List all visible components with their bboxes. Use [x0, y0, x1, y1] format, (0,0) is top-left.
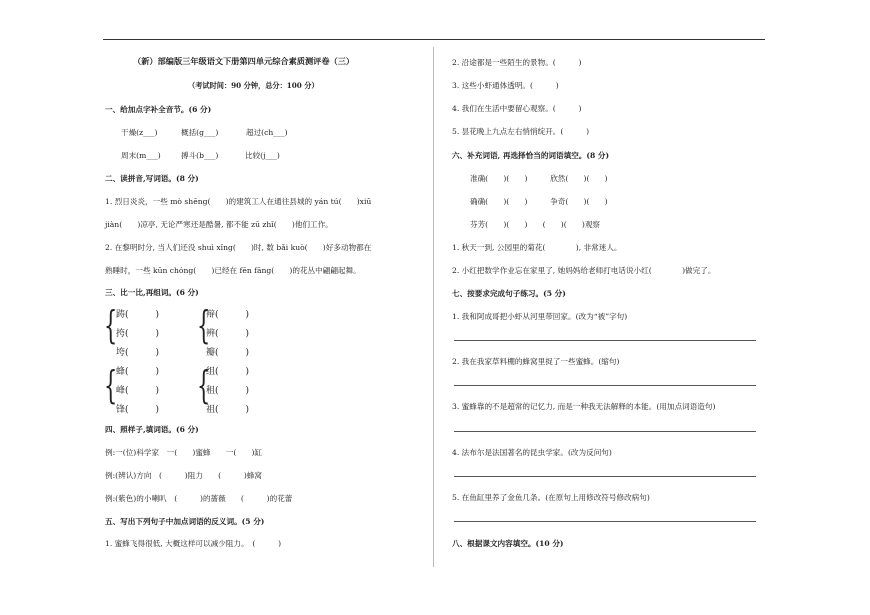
example-line: 例:一(位)科学家 一( )蜜蜂 一( )缸: [105, 448, 263, 457]
brace: {: [197, 363, 211, 407]
pinyin-item: 概括(g___): [181, 128, 219, 137]
compare-char: 挎( ): [116, 329, 160, 339]
exam-info: （考试时间：90 分钟，总分：100 分）: [188, 81, 319, 90]
word-row: 芬芳( )( ) ( )( )观察: [470, 220, 601, 229]
question-line: 1. 烈日炎炎，一些 mò shēng( )的建筑工人在通往县城的 yán tú( )xiū: [105, 197, 372, 206]
compare-char: 租( ): [206, 386, 250, 396]
brace: {: [104, 303, 118, 347]
question-line: 2. 小红把数学作业忘在家里了, 她妈妈给老师打电话说小红( )做完了。: [452, 266, 716, 275]
section-6-title: 六、补充词语, 再选择恰当的词语填空。(8 分): [452, 151, 610, 160]
section-1-title: 一、给加点字补全音节。(6 分): [105, 105, 212, 114]
section-5-title: 五、写出下列句子中加点词语的反义词。(5 分): [105, 517, 265, 526]
pinyin-item: 比较(j___): [245, 151, 280, 160]
section-8-title: 八、根据课文内容填空。(10 分): [452, 539, 564, 548]
question-line: 2. 在黎明时分, 当人们还没 shuì xǐng( )时, 数 bǎi kuò( )好多动物都在: [105, 243, 372, 252]
question-line: 2. 我在我家草料棚的蜂窝里捉了一些蜜蜂。(缩句): [452, 357, 620, 366]
answer-line[interactable]: [454, 431, 756, 432]
page-title: （新）部编版三年级语文下册第四单元综合素质测评卷（三）: [133, 56, 355, 66]
question-line: 5. 昙花晚上九点左右悄悄绽开。( ): [452, 127, 590, 136]
section-4-title: 四、照样子,填词语。(6 分): [105, 425, 199, 434]
brace: {: [104, 363, 118, 407]
compare-char: 组( ): [206, 367, 250, 377]
question-line: 1. 我和阿成哥把小虾从河里带回家。(改为“被”字句): [452, 312, 628, 321]
section-7-title: 七、按要求完成句子练习。(5 分): [452, 289, 566, 298]
question-line: 2. 沿途都是一些陌生的景物。( ): [452, 58, 582, 67]
pinyin-item: 搏斗(b___): [181, 151, 219, 160]
question-line: 4. 法布尔是法国著名的昆虫学家。(改为反问句): [452, 448, 612, 457]
section-3-title: 三、比一比,再组词。(6 分): [105, 288, 199, 297]
section-2-title: 二、读拼音,写词语。(8 分): [105, 174, 199, 183]
question-line: 3. 这些小虾通体透明。( ): [452, 81, 559, 90]
pinyin-item: 干燥(z___): [121, 128, 158, 137]
question-line: 1. 秋天一到, 公园里的菊花( ), 非常迷人。: [452, 243, 622, 252]
word-row: 确确( )( ) 争奇( )( ): [470, 197, 608, 206]
pinyin-item: 周末(m___): [121, 151, 161, 160]
example-line: 例:(紫色)的小喇叭 ( )的蔷薇 ( )的花蕾: [105, 494, 293, 503]
compare-char: 蜂( ): [116, 367, 160, 377]
compare-char: 峰( ): [116, 386, 160, 396]
compare-char: 辨( ): [206, 329, 250, 339]
word-row: 准确( )( ) 欣然( )( ): [470, 174, 608, 183]
answer-line[interactable]: [454, 476, 756, 477]
question-line: 5. 在鱼缸里养了金鱼几条。(在原句上用修改符号修改病句): [452, 493, 650, 502]
question-line: 熟睡时，一些 kūn chóng( )已经在 fēn fāng( )的花丛中翩翩起舞。: [105, 266, 361, 275]
answer-line[interactable]: [454, 385, 756, 386]
compare-char: 辩( ): [206, 310, 250, 320]
compare-char: 踌( ): [116, 310, 160, 320]
answer-line[interactable]: [454, 340, 756, 341]
compare-char: 祖( ): [206, 405, 250, 415]
question-line: 1. 蜜蜂飞得很低, 大概这样可以减少阻力。 ( ): [105, 539, 282, 548]
compare-char: 瓣( ): [206, 348, 250, 358]
compare-char: 锋( ): [116, 405, 160, 415]
top-rule: [103, 39, 765, 40]
compare-char: 垮( ): [116, 348, 160, 358]
question-line: 3. 蜜蜂靠的不是超常的记忆力, 而是一种我无法解释的本能。(用加点词语造句): [452, 402, 716, 411]
pinyin-item: 超过(ch___): [246, 128, 288, 137]
question-line: jiàn( )凉亭, 无论严寒还是酷暑, 都不能 zū zhǐ( )他们工作。: [105, 220, 333, 229]
question-line: 4. 我们在生活中要留心观察。( ): [452, 104, 582, 113]
brace: {: [197, 303, 211, 347]
answer-line[interactable]: [454, 521, 756, 522]
column-divider: [433, 47, 434, 567]
example-line: 例:(辨认)方向 ( )阻力 ( )蜂窝: [105, 471, 263, 480]
